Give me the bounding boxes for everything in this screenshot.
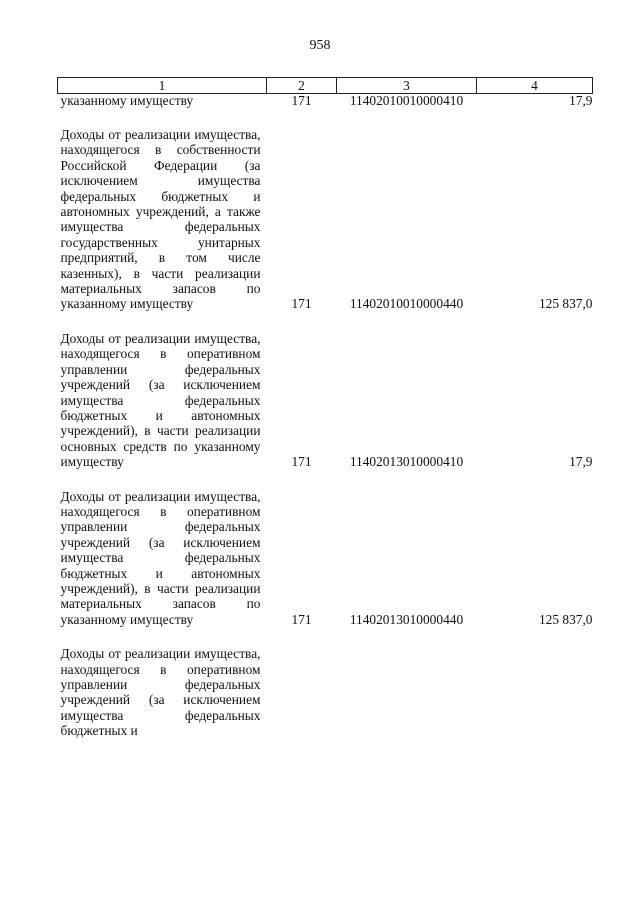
table-row: [58, 331, 593, 470]
row-sum: [477, 646, 593, 738]
row-name: Доходы от реализации имущества, находящегося в оперативном управлении федеральных учреждений (за исключением имущества федеральных бюджетных и автономных учреждений), в части реализации материальных запасов по указанному имуществу: [60, 488, 261, 627]
table-row: [58, 127, 593, 312]
table-row: [58, 489, 593, 628]
row-spacer: [58, 108, 593, 127]
row-sum: 125 837,0: [538, 296, 593, 312]
row-name: Доходы от реализации имущества, находящегося в оперативном управлении федеральных учреждений (за исключением имущества федеральных бюджетных и: [60, 646, 261, 739]
row-code: 171: [291, 454, 312, 470]
row-sum: 17,9: [569, 93, 593, 108]
table-row: [58, 94, 593, 109]
row-spacer: [58, 627, 593, 646]
column-header-1: 1: [58, 78, 267, 94]
row-code: 171: [291, 93, 312, 108]
row-kbk: 11402010010000440: [349, 296, 464, 312]
column-header-2: 2: [267, 78, 337, 94]
row-code: 171: [291, 611, 312, 627]
row-kbk: 11402010010000410: [349, 93, 464, 108]
row-sum: 125 837,0: [538, 611, 593, 627]
table-row: [58, 646, 593, 738]
column-header-4: 4: [477, 78, 593, 94]
row-sum: 17,9: [569, 454, 593, 470]
row-name: указанному имуществу: [60, 93, 194, 108]
row-code: [267, 646, 337, 738]
revenue-table: [57, 77, 593, 739]
row-spacer: [58, 312, 593, 331]
table-header-row: [58, 78, 593, 94]
row-spacer: [58, 470, 593, 489]
row-name: Доходы от реализации имущества, находящегося в оперативном управлении федеральных учреждений (за исключением имущества федеральных бюджетных и автономных учреждений), в части реализации основных средств по указанному имуществу: [60, 330, 261, 470]
row-kbk: 11402013010000410: [349, 454, 464, 470]
column-header-3: 3: [337, 78, 477, 94]
row-name: Доходы от реализации имущества, находящегося в собственности Российской Федерации (за исключением имущества федеральных бюджетных и автономных учреждений, а также имущества федеральных государственных унитарных предприятий, в том числе казенных), в части реализации материальных запасов по указанному имуществу: [60, 127, 261, 312]
row-kbk: 11402013010000440: [349, 611, 464, 627]
row-code: 171: [291, 296, 312, 312]
page-number: 958: [309, 38, 331, 53]
row-kbk: [337, 646, 477, 738]
